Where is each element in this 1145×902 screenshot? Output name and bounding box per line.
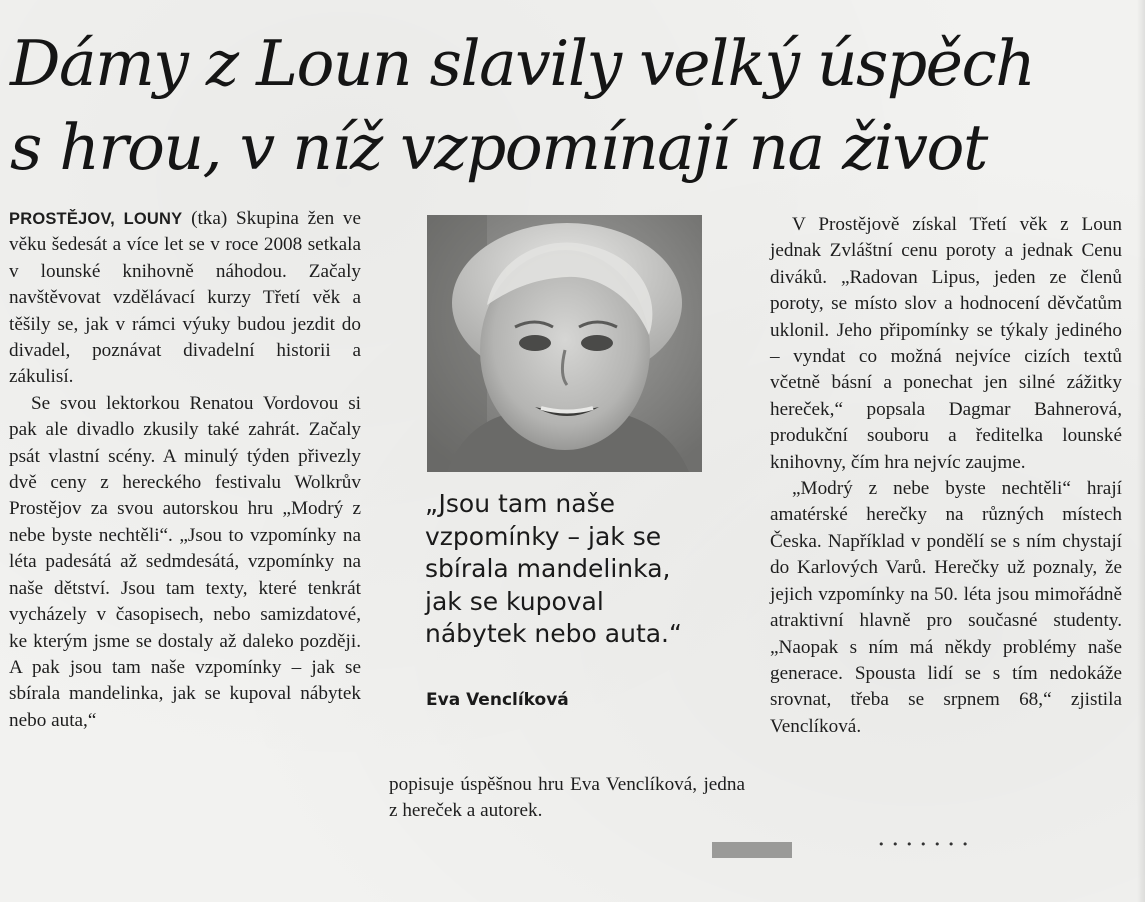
gray-bar-divider: [712, 842, 792, 858]
pull-quote-line-2: vzpomínky – jak se: [425, 521, 662, 551]
dateline: PROSTĚJOV, LOUNY: [9, 210, 183, 228]
right-paragraph-2: „Modrý z nebe byste nechtěli“ hrají amatérské herečky na různých místech Česka. Například v pondělí se s ním chystají do Karlových Varů. Herečky už poznaly, že jejich vzpomínky na 50. léta jsou mimořádně atraktivní hlavně pro současné studenty. „Naopak s ním má někdy problémy naše generace. Spousta lidí se s tím nedokáže srovnat, třeba se srpnem 68,“ zjistila Venclíková.: [770, 478, 1122, 737]
left-paragraph-1-text: (tka) Skupina žen ve věku šedesát a více let se v roce 2008 setkala v lounské knihovně náhodou. Začaly navštěvovat vzdělávací kurzy Třetí věk a těšily se, jak v rámci výuky budou jezdit do divadel, poznávat divadelní historii a zákulisí.: [9, 208, 362, 388]
quote-author: Eva Venclíková: [426, 690, 569, 710]
pull-quote-line-3: sbírala mandelinka,: [425, 554, 671, 583]
page-edge-shadow: [1137, 0, 1145, 902]
pull-quote-line-4: jak se kupoval: [425, 586, 604, 616]
middle-caption: popisuje úspěšnou hru Eva Venclíková, jedna z hereček a autorek.: [389, 774, 745, 822]
headline: [10, 22, 1130, 190]
pull-quote-line-5: nábytek nebo auta.“: [425, 619, 682, 648]
left-column: [9, 206, 361, 734]
headline-line-2: s hrou, v níž vzpomínají na život: [10, 111, 987, 184]
left-paragraph-2: Se svou lektorkou Renatou Vordovou si pak ale divadlo zkusily také zahrát. Začaly psát vlastní scény. A minulý týden přivezly dvě ceny z hereckého festivalu Wolkrův Prostějov za svou autorskou hru „Modrý z nebe byste nechtěli“. „Jsou to vzpomínky na léta padesátá až sedmdesátá, vzpomínky na naše dětství. Jsou tam texty, které tenkrát vycházely v časopisech, nebo samizdatové, ke kterým jsme se dostaly až daleko později. A pak jsou tam naše vzpomínky – jak se sbírala mandelinka, jak se kupoval nábytek nebo auta,“: [9, 392, 361, 731]
headline-line-1: Dámy z Loun slavily velký úspěch: [10, 27, 1035, 100]
end-of-article-mark: • • • • • • •: [878, 838, 971, 851]
pull-quote: [425, 488, 745, 651]
pull-quote-line-1: „Jsou tam naše: [425, 489, 616, 518]
right-paragraph-1: V Prostějově získal Třetí věk z Loun jednak Zvláštní cenu poroty a jednak Cenu diváků. „Radovan Lipus, jeden ze členů poroty, se místo slov a hodnocení děvčatům uklonil. Jeho připomínky se týkaly jediného – vyndat co možná nejvíce cizích textů včetně básní a ponechat jen silné zážitky hereček,“ popsala Dagmar Bahnerová, produkční souboru a ředitelka lounské knihovny, čím hra nejvíc zaujme.: [770, 214, 1122, 473]
left-paragraph-1: [9, 206, 361, 391]
right-column: [770, 212, 1122, 740]
portrait-illustration: [427, 215, 702, 472]
portrait-photo: [427, 215, 702, 472]
